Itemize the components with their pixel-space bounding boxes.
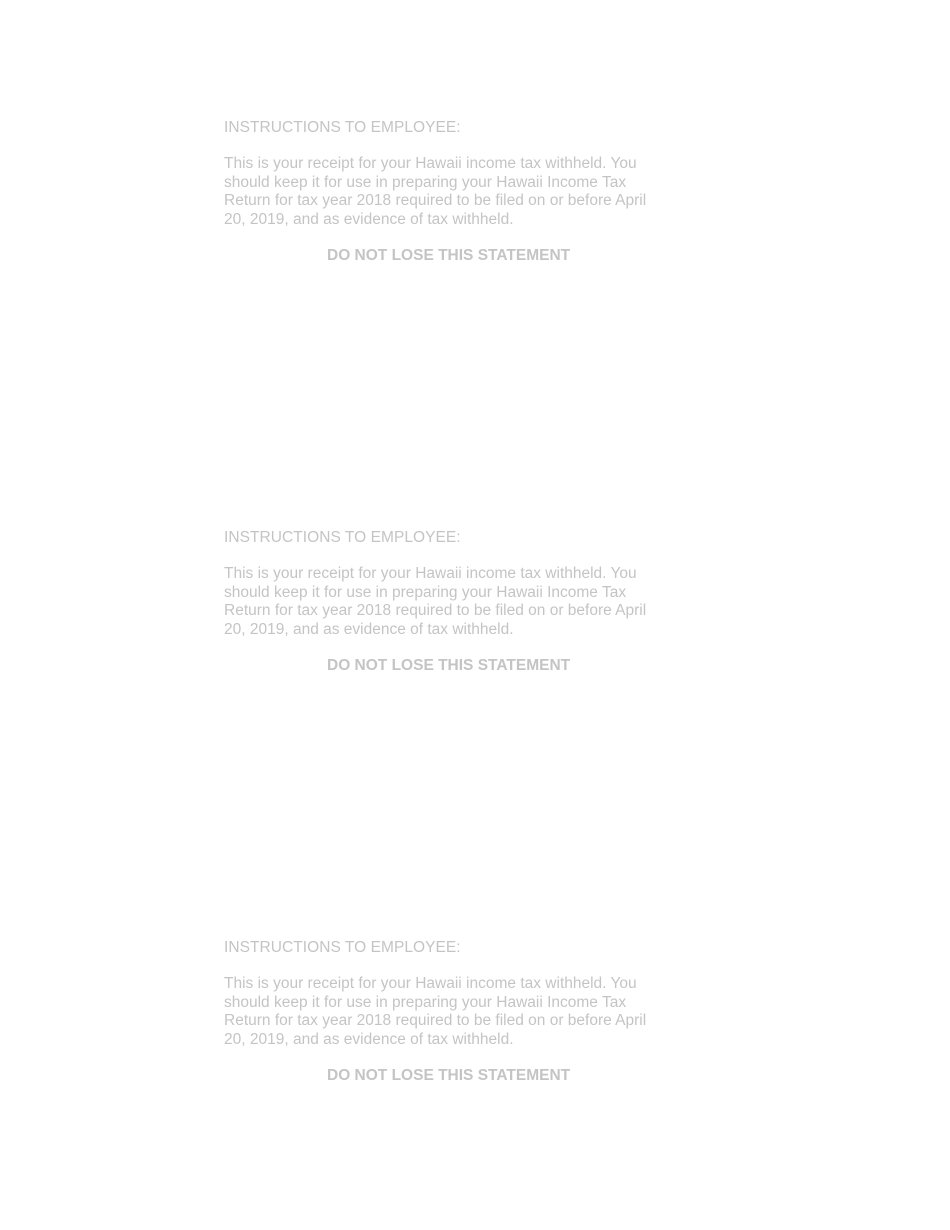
block-body: This is your receipt for your Hawaii income tax withheld. You should keep it for use in preparing your Hawaii Income Tax Return for tax year 2018 required to be filed on or before April 20, 2019, and as evidence of tax withheld. bbox=[224, 565, 647, 638]
instruction-block-1 bbox=[224, 118, 654, 265]
block-body: This is your receipt for your Hawaii income tax withheld. You should keep it for use in preparing your Hawaii Income Tax Return for tax year 2018 required to be filed on or before April 20, 2019, and as evidence of tax withheld. bbox=[224, 975, 647, 1048]
instruction-block-3 bbox=[224, 938, 654, 1085]
block-warning: DO NOT LOSE THIS STATEMENT bbox=[327, 657, 571, 674]
block-body: This is your receipt for your Hawaii income tax withheld. You should keep it for use in preparing your Hawaii Income Tax Return for tax year 2018 required to be filed on or before April 20, 2019, and as evidence of tax withheld. bbox=[224, 155, 647, 228]
block-heading: INSTRUCTIONS TO EMPLOYEE: bbox=[224, 939, 461, 956]
block-heading: INSTRUCTIONS TO EMPLOYEE: bbox=[224, 529, 461, 546]
block-heading: INSTRUCTIONS TO EMPLOYEE: bbox=[224, 119, 461, 136]
block-warning: DO NOT LOSE THIS STATEMENT bbox=[327, 1067, 571, 1084]
instruction-block-2 bbox=[224, 528, 654, 675]
block-warning: DO NOT LOSE THIS STATEMENT bbox=[327, 247, 571, 264]
